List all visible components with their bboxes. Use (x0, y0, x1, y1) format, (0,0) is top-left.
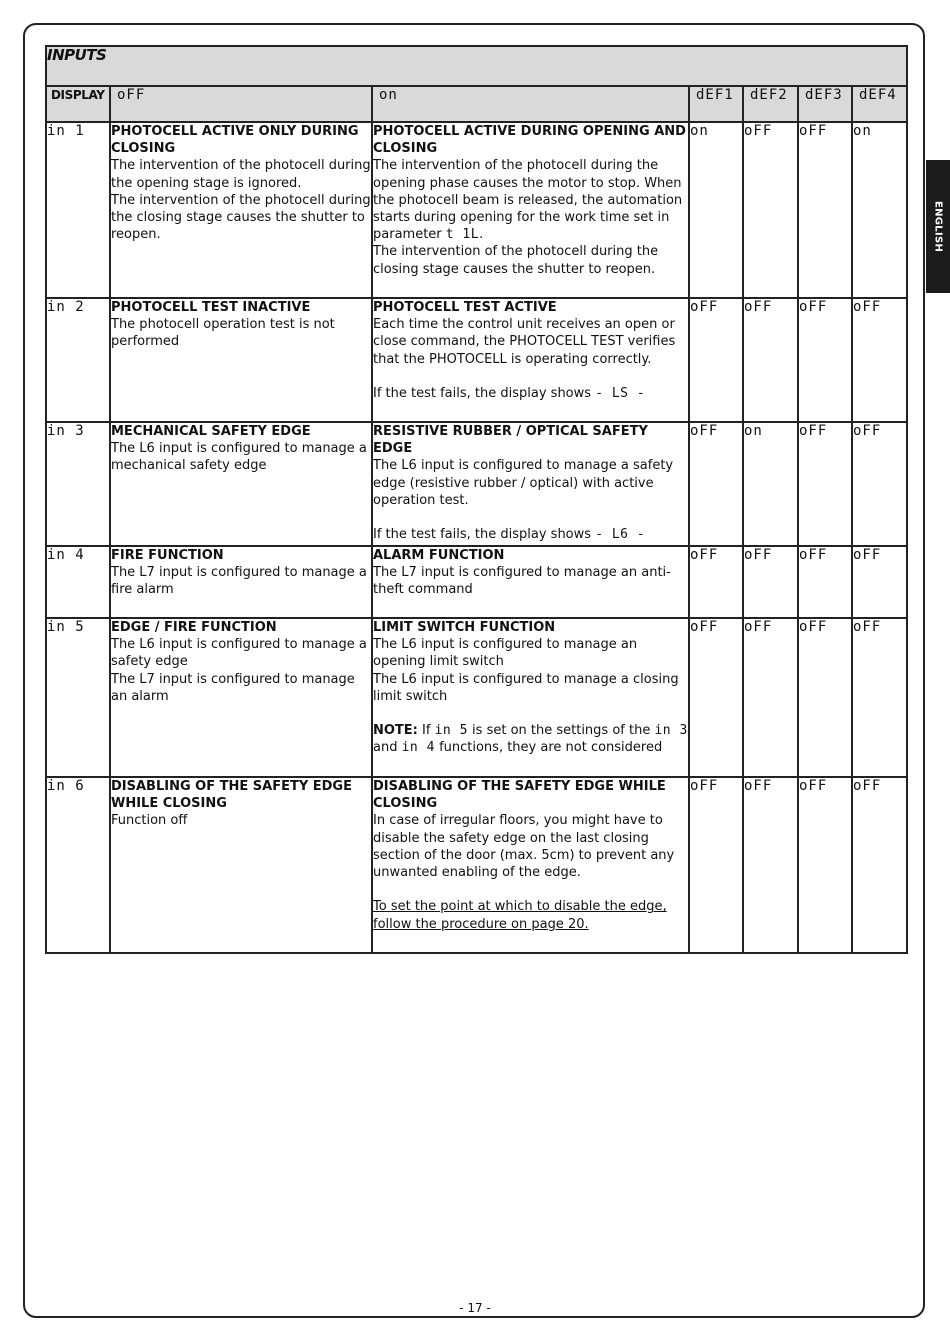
def1-value: oFF (689, 546, 743, 618)
def3-value: oFF (798, 546, 852, 618)
header-def3: dEF3 (798, 86, 852, 122)
header-on: on (372, 86, 689, 122)
procedure-link[interactable]: To set the point at which to disable the edge, follow the procedure on page 20. (373, 899, 667, 932)
def1-value: on (689, 122, 743, 298)
on-text-2: The intervention of the photocell during the closing stage causes the shutter to reopen. (373, 244, 659, 277)
def1-value: oFF (689, 618, 743, 777)
def1-value: oFF (689, 777, 743, 953)
on-title: PHOTOCELL ACTIVE DURING OPENING AND CLOSING (373, 124, 686, 157)
off-title: EDGE / FIRE FUNCTION (111, 620, 277, 635)
on-fail-text: If the test fails, the display shows - L6 - (373, 527, 646, 543)
on-title: LIMIT SWITCH FUNCTION (373, 620, 556, 635)
table-row (46, 546, 907, 618)
def4-value: oFF (852, 618, 907, 777)
header-def1: dEF1 (689, 86, 743, 122)
off-cell (110, 298, 372, 422)
def2-value: oFF (743, 777, 798, 953)
note-text: NOTE: If in 5 is set on the settings of the in 3 and in 4 functions, they are not considered (373, 723, 688, 756)
off-text: The L7 input is configured to manage a fire alarm (111, 565, 367, 598)
on-cell (372, 777, 689, 953)
off-title: DISABLING OF THE SAFETY EDGE WHILE CLOSING (111, 779, 352, 812)
row-code: in 5 (46, 618, 110, 777)
on-cell (372, 618, 689, 777)
parameter-code: t 1L (445, 227, 480, 243)
def3-value: oFF (798, 777, 852, 953)
row-code: in 6 (46, 777, 110, 953)
def3-value: oFF (798, 422, 852, 546)
def2-value: oFF (743, 298, 798, 422)
language-tab-label: ENGLISH (932, 200, 944, 253)
def3-value: oFF (798, 122, 852, 298)
table-row (46, 777, 907, 953)
def1-value: oFF (689, 422, 743, 546)
table-title: INPUTS (46, 46, 907, 86)
def2-value: oFF (743, 122, 798, 298)
off-text: The intervention of the photocell during the opening stage is ignored. The intervention of the photocell during the closing stage causes the shutter to reopen. (111, 158, 371, 243)
table-row (46, 298, 907, 422)
fail-code: - LS - (595, 386, 646, 401)
on-text: The L6 input is configured to manage an opening limit switch The L6 input is configured to manage a closing limit switch (373, 637, 679, 704)
on-title: ALARM FUNCTION (373, 548, 505, 563)
off-text: The L6 input is configured to manage a mechanical safety edge (111, 441, 367, 474)
on-text: The L6 input is configured to manage a safety edge (resistive rubber / optical) with active operation test. (373, 458, 674, 508)
on-text: Each time the control unit receives an open or close command, the PHOTOCELL TEST verifies that the PHOTOCELL is operating correctly. (373, 317, 676, 367)
off-cell (110, 422, 372, 546)
on-text: The intervention of the photocell during the opening phase causes the motor to stop. When the photocell beam is released, the automation starts during opening for the work time set in parameter t 1L. (373, 158, 683, 243)
on-cell (372, 422, 689, 546)
off-cell (110, 122, 372, 298)
on-cell (372, 546, 689, 618)
on-title: RESISTIVE RUBBER / OPTICAL SAFETY EDGE (373, 424, 648, 457)
on-title: PHOTOCELL TEST ACTIVE (373, 300, 557, 315)
off-title: PHOTOCELL TEST INACTIVE (111, 300, 311, 315)
page-number: - 17 - (459, 1301, 491, 1315)
def2-value: oFF (743, 546, 798, 618)
def4-value: oFF (852, 298, 907, 422)
def3-value: oFF (798, 618, 852, 777)
off-cell (110, 777, 372, 953)
def4-value: oFF (852, 546, 907, 618)
header-display: DISPLAY (46, 86, 110, 122)
table-row (46, 618, 907, 777)
def4-value: on (852, 122, 907, 298)
language-tab (926, 160, 950, 293)
on-text: The L7 input is configured to manage an anti-theft command (373, 565, 671, 598)
off-title: FIRE FUNCTION (111, 548, 224, 563)
def4-value: oFF (852, 422, 907, 546)
def2-value: on (743, 422, 798, 546)
fail-code: - L6 - (595, 527, 646, 543)
off-title: MECHANICAL SAFETY EDGE (111, 424, 311, 439)
off-title: PHOTOCELL ACTIVE ONLY DURING CLOSING (111, 124, 359, 157)
table-row (46, 422, 907, 546)
on-cell (372, 298, 689, 422)
row-code: in 4 (46, 546, 110, 618)
def2-value: oFF (743, 618, 798, 777)
table-row (46, 122, 907, 298)
header-def2: dEF2 (743, 86, 798, 122)
def1-value: oFF (689, 298, 743, 422)
header-def4: dEF4 (852, 86, 907, 122)
off-cell (110, 618, 372, 777)
header-off: oFF (110, 86, 372, 122)
on-cell (372, 122, 689, 298)
on-fail-text: If the test fails, the display shows - LS - (373, 386, 646, 401)
on-title: DISABLING OF THE SAFETY EDGE WHILE CLOSING (373, 779, 666, 812)
def4-value: oFF (852, 777, 907, 953)
def3-value: oFF (798, 298, 852, 422)
off-text: Function off (111, 813, 188, 829)
off-text: The photocell operation test is not performed (111, 317, 335, 350)
off-text: The L6 input is configured to manage a safety edge The L7 input is configured to manage an alarm (111, 637, 367, 704)
row-code: in 3 (46, 422, 110, 546)
row-code: in 2 (46, 298, 110, 422)
inputs-table (45, 45, 908, 954)
row-code: in 1 (46, 122, 110, 298)
on-text: In case of irregular floors, you might have to disable the safety edge on the last closing section of the door (max. 5cm) to prevent any unwanted enabling of the edge. (373, 813, 675, 881)
off-cell (110, 546, 372, 618)
